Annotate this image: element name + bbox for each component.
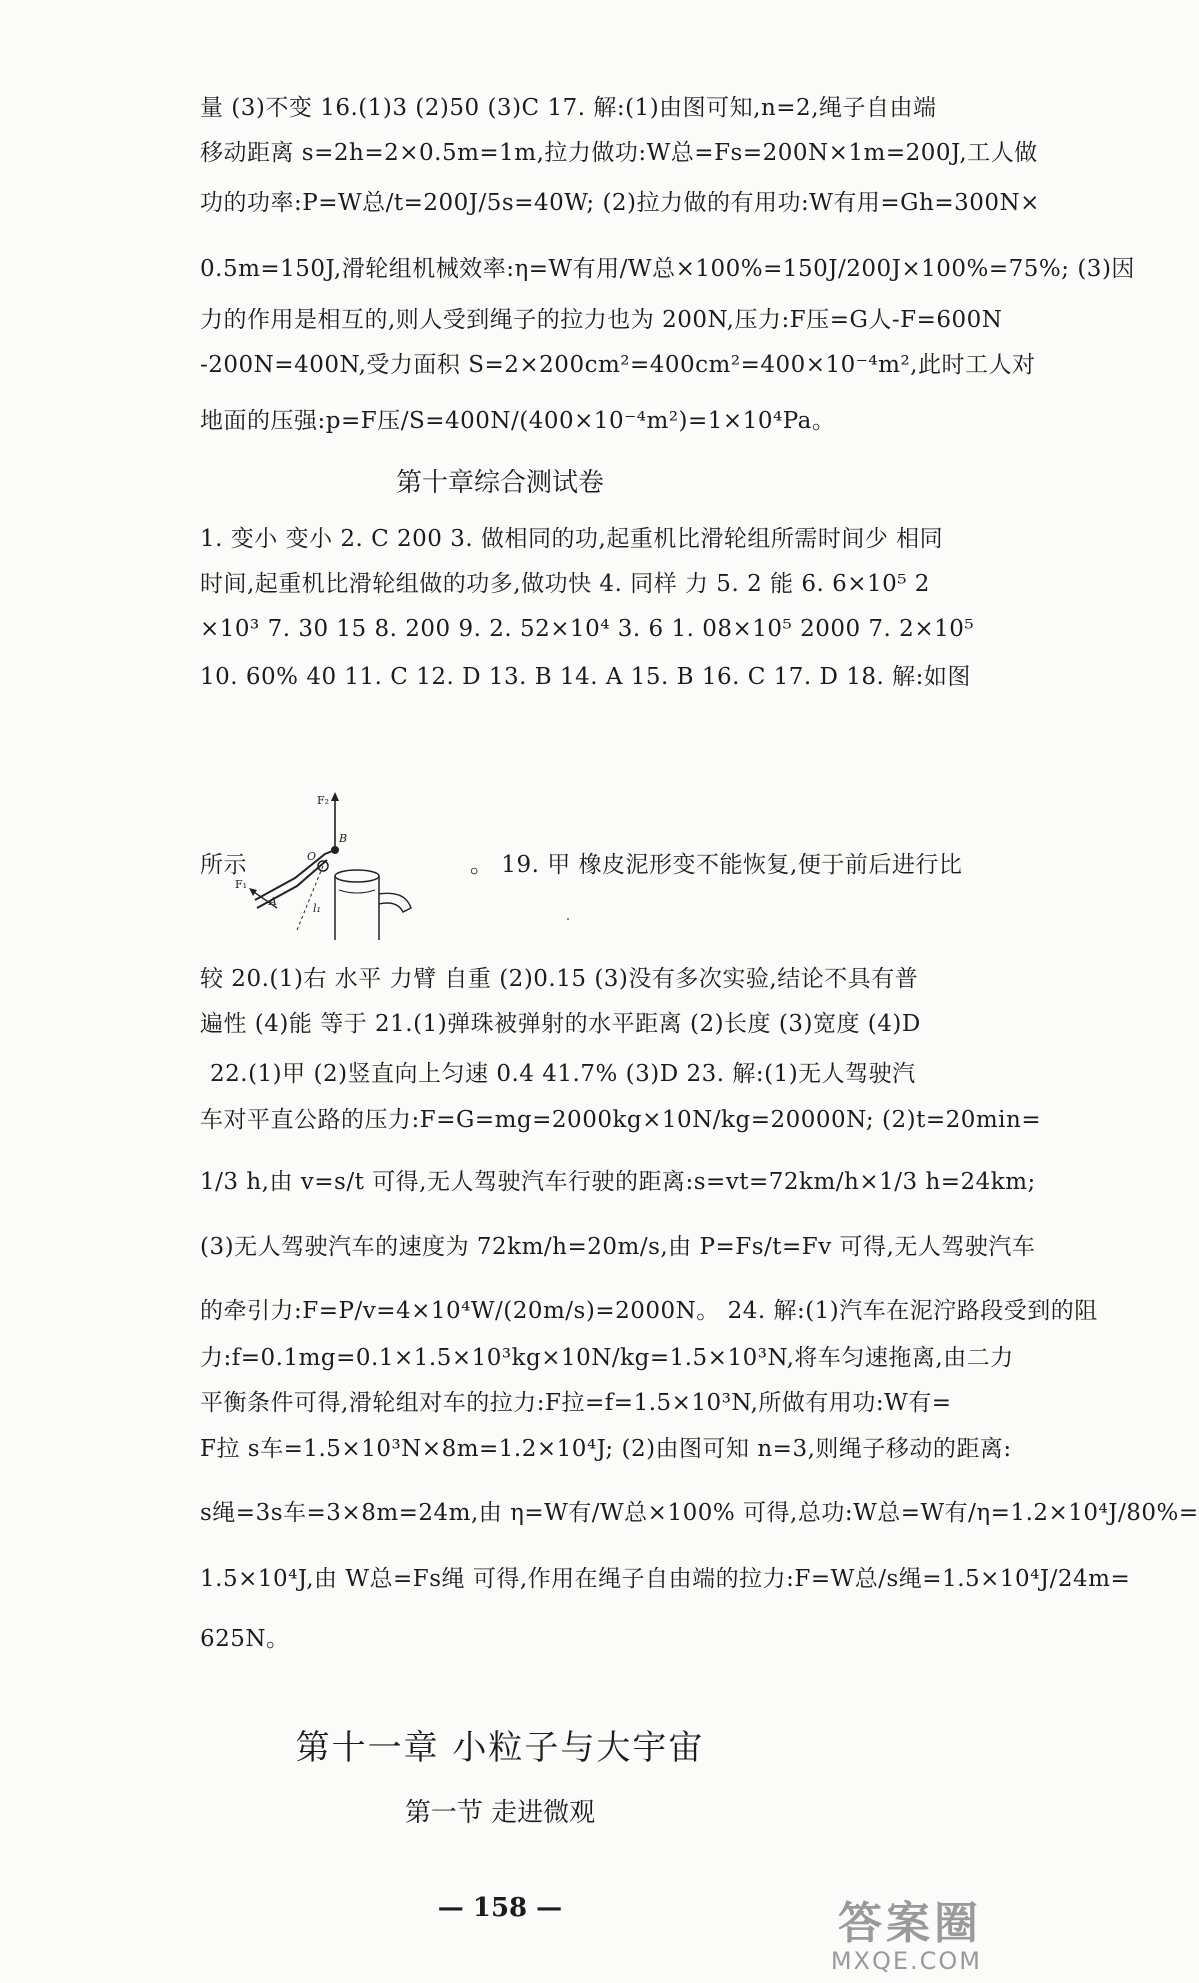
text-line: 10. 60% 40 11. C 12. D 13. B 14. A 15. B 16. C 17. D 18. 解:如图 — [200, 664, 971, 690]
watermark-url: MXQE.COM — [830, 1947, 982, 1975]
label-a: A — [269, 895, 277, 908]
text-line: 功的功率:P=W总/t=200J/5s=40W; (2)拉力做的有用功:W有用=Gh=300N× — [200, 190, 1040, 216]
label-l1: l₁ — [313, 902, 321, 915]
text-line: 1/3 h,由 v=s/t 可得,无人驾驶汽车行驶的距离:s=vt=72km/h×1/3 h=24km; — [200, 1169, 1036, 1195]
text-line: 量 (3)不变 16.(1)3 (2)50 (3)C 17. 解:(1)由图可知,n=2,绳子自由端 — [200, 95, 937, 121]
text-line: ×10³ 7. 30 15 8. 200 9. 2. 52×10⁴ 3. 6 1. 08×10⁵ 2000 7. 2×10⁵ — [200, 616, 975, 642]
text-line: 的牵引力:F=P/v=4×10⁴W/(20m/s)=2000N。 24. 解:(1)汽车在泥泞路段受到的阻 — [200, 1298, 1098, 1324]
text-line: (3)无人驾驶汽车的速度为 72km/h=20m/s,由 P=Fs/t=Fv 可得,无人驾驶汽车 — [200, 1234, 1036, 1260]
text-line: 所示 — [200, 852, 247, 878]
stray-dot — [567, 918, 569, 920]
text-line: 地面的压强:p=F压/S=400N/(400×10⁻⁴m²)=1×10⁴Pa。 — [200, 408, 836, 434]
chapter-title: 第十一章 小粒子与大宇宙 — [295, 1728, 705, 1768]
text-line: 较 20.(1)右 水平 力臂 自重 (2)0.15 (3)没有多次实验,结论不具有普 — [200, 966, 919, 992]
text-line: 0.5m=150J,滑轮组机械效率:η=W有用/W总×100%=150J/200J×100%=75%; (3)因 — [200, 256, 1135, 282]
watermark-logo: 答案圈 — [838, 1898, 982, 1949]
text-line: 平衡条件可得,滑轮组对车的拉力:F拉=f=1.5×10³N,所做有用功:W有= — [200, 1390, 952, 1416]
text-line: 力:f=0.1mg=0.1×1.5×10³kg×10N/kg=1.5×10³N,将车匀速拖离,由二力 — [200, 1345, 1014, 1371]
label-f2: F₂ — [317, 794, 330, 807]
page-number: — 158 — — [437, 1893, 563, 1923]
label-b: B — [339, 832, 348, 845]
text-line: 移动距离 s=2h=2×0.5m=1m,拉力做功:W总=Fs=200N×1m=200J,工人做 — [200, 140, 1038, 166]
watermark — [830, 1898, 982, 1975]
text-line: s绳=3s车=3×8m=24m,由 η=W有/W总×100% 可得,总功:W总=W有/η=1.2×10⁴J/80%= — [200, 1500, 1199, 1526]
text-line: -200N=400N,受力面积 S=2×200cm²=400cm²=400×10⁻⁴m²,此时工人对 — [200, 352, 1036, 378]
text-line: 1. 变小 变小 2. C 200 3. 做相同的功,起重机比滑轮组所需时间少 相同 — [200, 526, 944, 552]
text-line: 22.(1)甲 (2)竖直向上匀速 0.4 41.7% (3)D 23. 解:(1)无人驾驶汽 — [210, 1061, 916, 1087]
text-line: 时间,起重机比滑轮组做的功多,做功快 4. 同样 力 5. 2 能 6. 6×10⁵ 2 — [200, 571, 930, 597]
label-o: O — [307, 850, 317, 863]
label-f1: F₁ — [235, 878, 248, 891]
text-line: 车对平直公路的压力:F=G=mg=2000kg×10N/kg=20000N; (2)t=20min= — [200, 1107, 1042, 1133]
text-line: 力的作用是相互的,则人受到绳子的拉力也为 200N,压力:F压=G人-F=600N — [200, 307, 1003, 333]
text-line: 625N。 — [200, 1626, 290, 1652]
lever-pump-figure — [235, 790, 465, 940]
section-heading: 第一节 走进微观 — [404, 1798, 596, 1828]
text-line: F拉 s车=1.5×10³N×8m=1.2×10⁴J; (2)由图可知 n=3,则绳子移动的距离: — [200, 1436, 1012, 1462]
text-line: 1.5×10⁴J,由 W总=Fs绳 可得,作用在绳子自由端的拉力:F=W总/s绳=1.5×10⁴J/24m= — [200, 1566, 1131, 1592]
section-title: 第十章综合测试卷 — [395, 468, 604, 498]
text-line: 遍性 (4)能 等于 21.(1)弹珠被弹射的水平距离 (2)长度 (3)宽度 (4)D — [200, 1011, 921, 1037]
text-line: 。 19. 甲 橡皮泥形变不能恢复,便于前后进行比 — [470, 852, 963, 878]
